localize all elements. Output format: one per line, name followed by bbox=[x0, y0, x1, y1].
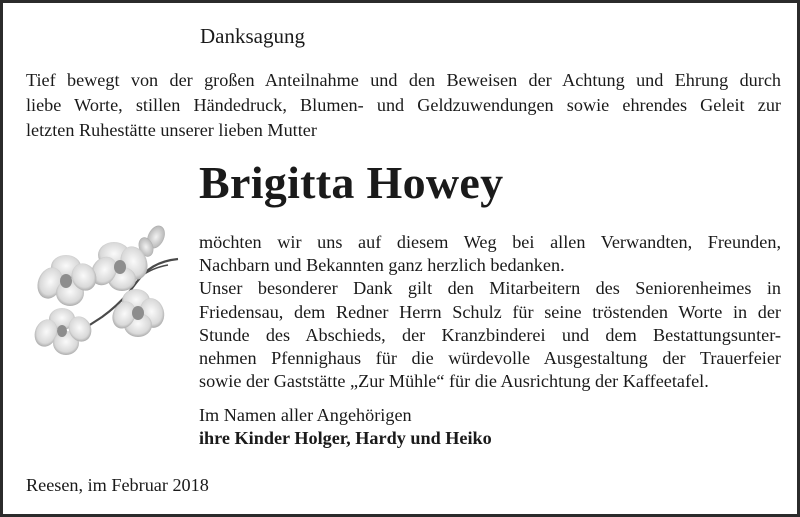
deceased-name: Brigitta Howey bbox=[199, 157, 504, 208]
thanks-paragraph bbox=[199, 231, 781, 393]
intro-paragraph bbox=[26, 68, 781, 143]
thanks-line: Friedensau, dem Redner Herrn Schulz für seine tröstenden Worte in der bbox=[199, 301, 781, 322]
thanks-line: möchten wir uns auf diesem Weg bei allen Verwandten, Freunden, bbox=[199, 232, 781, 252]
thanks-line: nehmen Pfennighaus für die würdevolle Ausgestaltung der Trauerfeier bbox=[199, 348, 781, 369]
orchid-illustration bbox=[28, 221, 180, 361]
thanks-line: sowie der Gaststätte „Zur Mühle“ für die Ausrichtung der Kaffeetafel. bbox=[199, 371, 709, 392]
notice-heading: Danksagung bbox=[200, 24, 305, 48]
thanks-line: Nachbarn und Bekannten ganz herzlich bedanken. bbox=[199, 255, 565, 276]
place-date: Reesen, im Februar 2018 bbox=[26, 475, 209, 495]
signoff-line: Im Namen aller Angehörigen bbox=[199, 405, 412, 425]
thanks-line: Stunde des Abschieds, der Kranzbinderei und dem Bestattungsunter- bbox=[199, 324, 781, 345]
intro-line: liebe Worte, stillen Händedruck, Blumen- und Geldzuwendungen sowie ehrendes Geleit zur bbox=[26, 95, 781, 115]
intro-line: Tief bewegt von der großen Anteilnahme und den Beweisen der Achtung und Ehrung durch bbox=[26, 70, 781, 90]
signoff-block bbox=[199, 404, 492, 450]
intro-line: letzten Ruhestätte unserer lieben Mutter bbox=[26, 120, 317, 140]
thanks-line: Unser besonderer Dank gilt den Mitarbeitern des Seniorenheimes in bbox=[199, 278, 781, 299]
signers-line: ihre Kinder Holger, Hardy und Heiko bbox=[199, 428, 492, 448]
